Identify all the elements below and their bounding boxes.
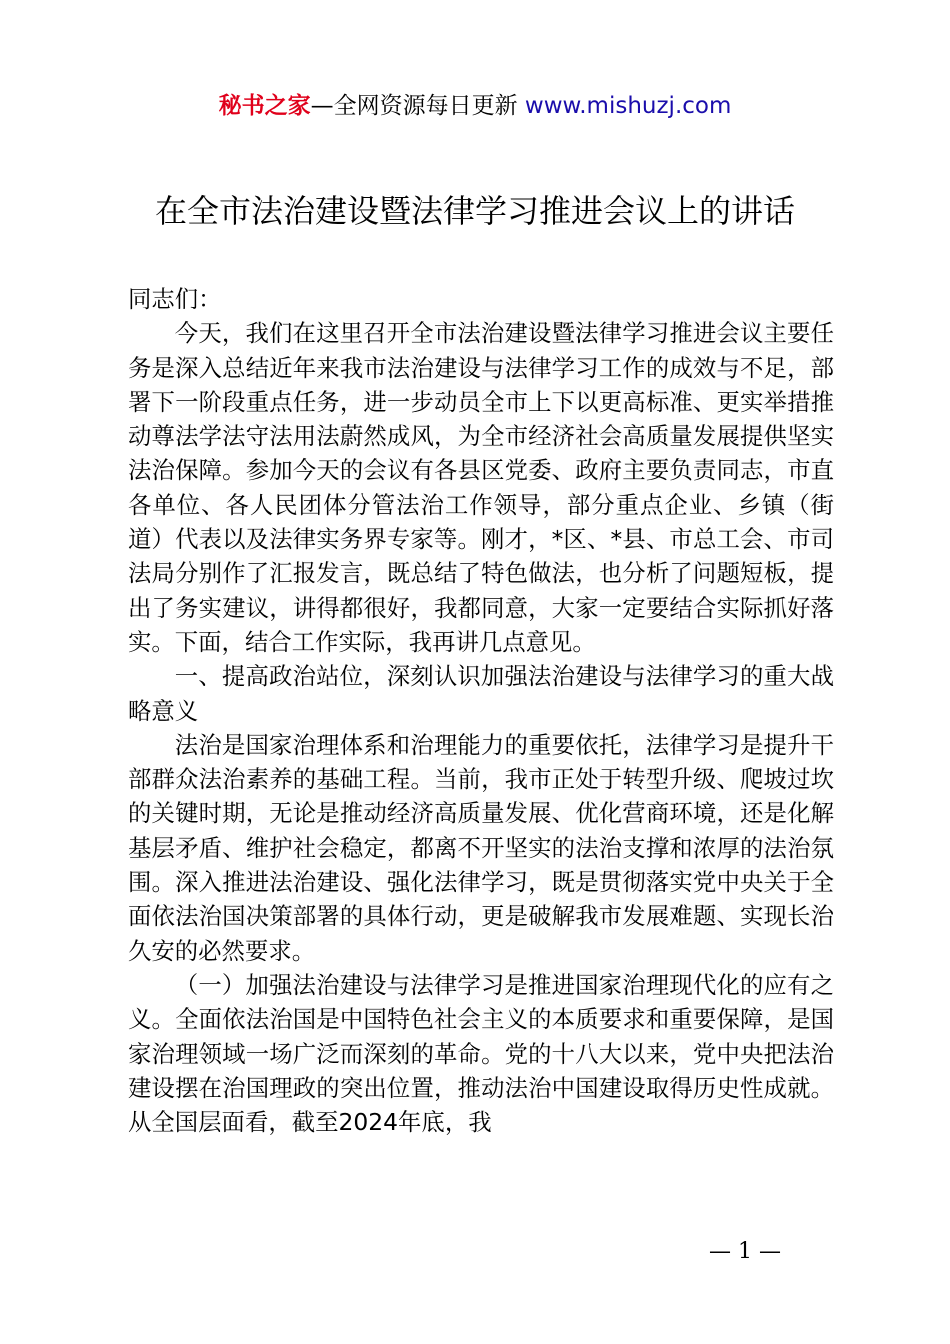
paragraph-subsection-one: （一）加强法治建设与法律学习是推进国家治理现代化的应有之义。全面依法治国是中国特色社会主义的本质要求和重要保障，是国家治理领域一场广泛而深刻的革命。党的十八大以来，党中央把法治建设摆在治国理政的突出位置，推动法治中国建设取得历史性成就。从全国层面看，截至2024年底，我 xyxy=(128,970,834,1137)
salutation: 同志们： xyxy=(128,285,222,313)
paragraph-section-one-intro: 法治是国家治理体系和治理能力的重要依托，法律学习是提升干部群众法治素养的基础工程。当前，我市正处于转型升级、爬坡过坎的关键时期，无论是推动经济高质量发展、优化营商环境，还是化解基层矛盾、维护社会稳定，都离不开坚实的法治支撑和浓厚的法治氛围。深入推进法治建设、强化法律学习，既是贯彻落实党中央关于全面依法治国决策部署的具体行动，更是破解我市发展难题、实现长治久安的必然要求。 xyxy=(128,730,834,965)
page-number: — 1 — xyxy=(709,1239,781,1264)
site-header xyxy=(0,86,950,126)
document-title: 在全市法治建设暨法律学习推进会议上的讲话 xyxy=(154,192,795,230)
site-tagline: —全网资源每日更新 xyxy=(310,93,518,119)
document-body xyxy=(128,282,834,1139)
site-brand: 秘书之家 xyxy=(218,93,311,119)
paragraph-opening: 今天，我们在这里召开全市法治建设暨法律学习推进会议主要任务是深入总结近年来我市法治建设与法律学习工作的成效与不足，部署下一阶段重点任务，进一步动员全市上下以更高标准、更实举措推动尊法学法守法用法蔚然成风，为全市经济社会高质量发展提供坚实法治保障。参加今天的会议有各县区党委、政府主要负责同志，市直各单位、各人民团体分管法治工作领导，部分重点企业、乡镇（街道）代表以及法律实务界专家等。刚才，*区、*县、市总工会、市司法局分别作了汇报发言，既总结了特色做法，也分析了问题短板，提出了务实建议，讲得都很好，我都同意，大家一定要结合实际抓好落实。下面，结合工作实际，我再讲几点意见。 xyxy=(128,319,834,656)
section-heading-one: 一、提高政治站位，深刻认识加强法治建设与法律学习的重大战略意义 xyxy=(128,662,834,725)
site-url-link[interactable]: www.mishuzj.com xyxy=(524,93,732,119)
